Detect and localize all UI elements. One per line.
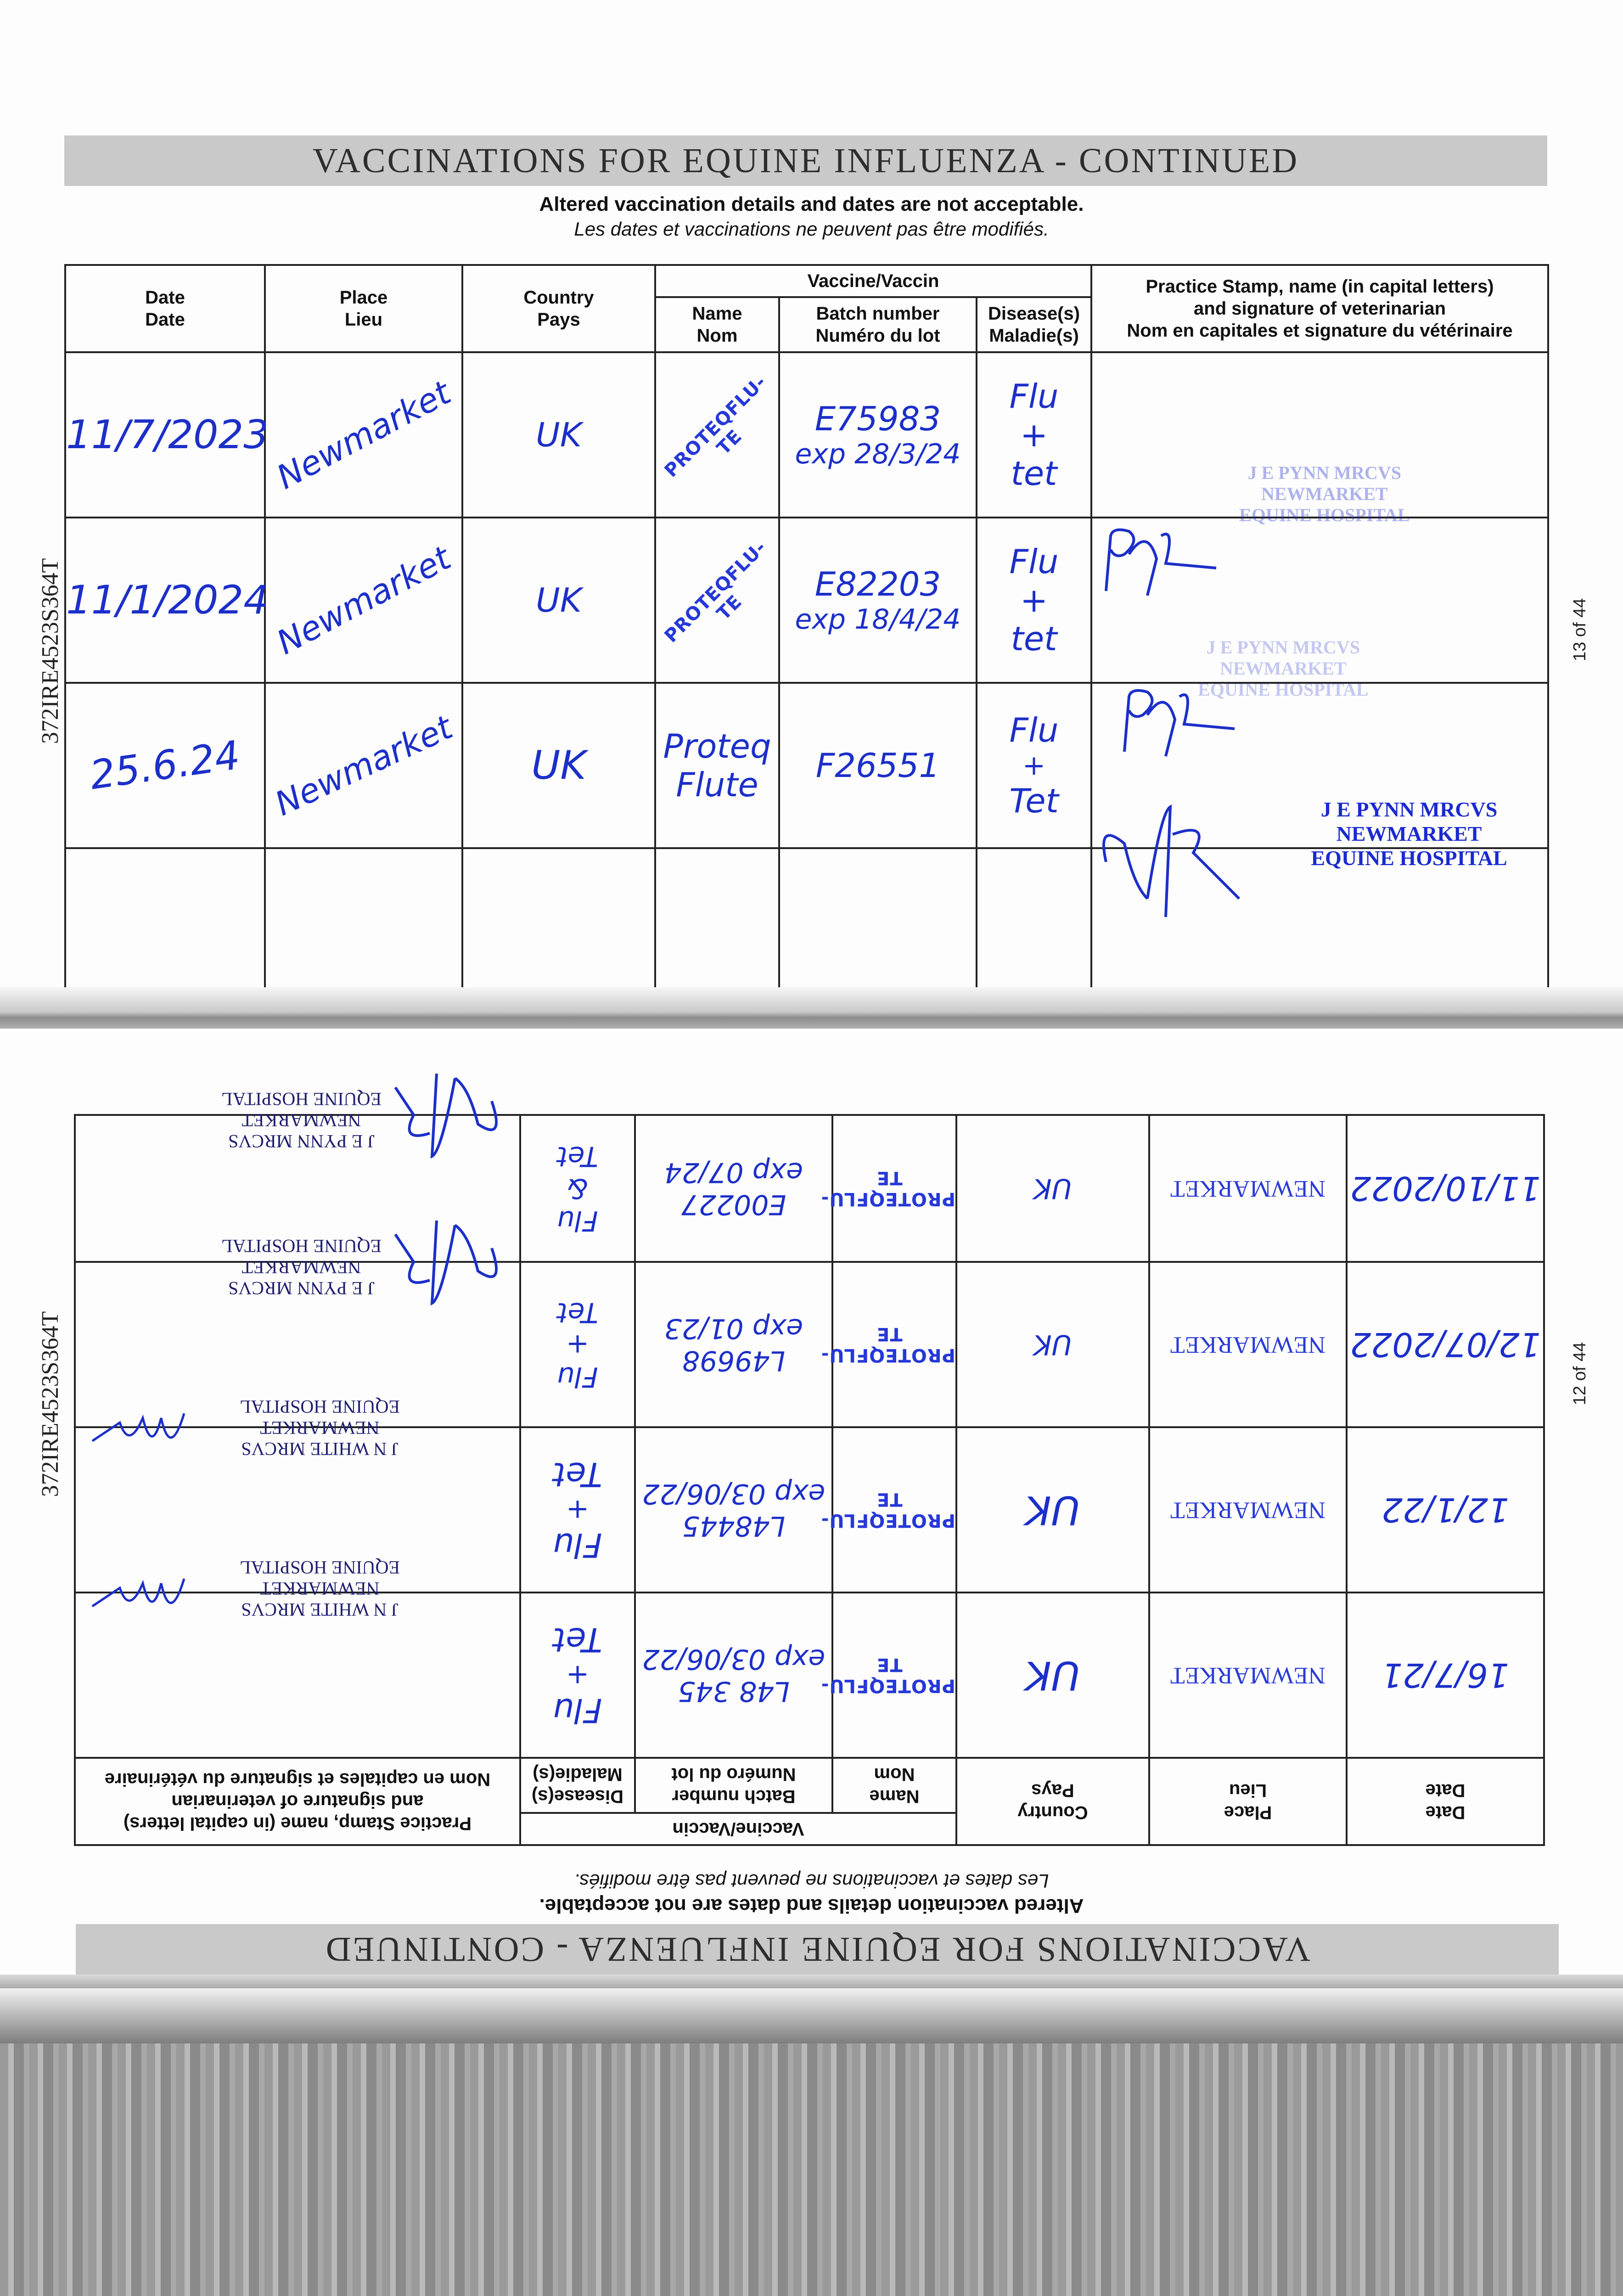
page-number: 12 of 44: [1570, 1342, 1589, 1405]
header-practice-stamp: Practice Stamp, name (in capital letters) and signature of veterinarian Nom en capitales et signature du vétérinaire: [75, 1758, 520, 1845]
table-row: [65, 518, 1548, 683]
vaccination-table: [74, 1089, 1545, 1846]
name-cell: [820, 1427, 956, 1593]
altered-notice-en: Altered vaccination details and dates are not acceptable.: [539, 193, 1084, 215]
name-cell: [820, 1593, 956, 1758]
table-row: [65, 352, 1548, 518]
vet-signature: [88, 1560, 189, 1634]
passport-id-side: 372IRE4523S364T: [37, 558, 63, 744]
header-place: Place Lieu: [265, 265, 462, 352]
altered-notice-en: Altered vaccination details and dates are not acceptable.: [539, 1895, 1084, 1917]
date-cell: 11/1/2024: [65, 518, 265, 683]
header-date: Date Date: [65, 265, 265, 352]
batch-cell: F26551: [779, 683, 977, 848]
header-country: Country Pays: [462, 265, 655, 352]
header-country: Country Pays: [956, 1758, 1149, 1845]
disease-cell: Flu & Tet: [520, 1115, 635, 1262]
header-batch: Batch number Numéro du lot: [635, 1758, 832, 1813]
vaccine-brand-stamp: PROTEQFLU-TE: [820, 1654, 955, 1696]
batch-cell: L48 345 exp 03/06/22: [635, 1593, 832, 1758]
name-cell: Proteq Flute: [655, 683, 779, 848]
header-place: Place Lieu: [1149, 1758, 1347, 1845]
disease-cell: Flu + Tet: [520, 1593, 635, 1758]
country-cell: UK: [956, 1262, 1149, 1427]
practice-stamp: J E PYNN MRCVS NEWMARKET EQUINE HOSPITAL: [221, 1236, 382, 1299]
vet-signature: [1092, 793, 1258, 922]
vaccine-brand-stamp: PROTEQFLU-TE: [820, 1167, 955, 1210]
vet-signature: [88, 1395, 189, 1469]
date-cell: 12/1/22: [1347, 1427, 1544, 1593]
place-cell: NEWMARKET: [1149, 1593, 1347, 1758]
batch-cell: L49698 exp 01/23: [635, 1262, 832, 1427]
vaccination-table: [64, 264, 1549, 1001]
scanner-background: [0, 1988, 1623, 2296]
practice-stamp: J N WHITE MRCVS NEWMARKET EQUINE HOSPITAL: [239, 1396, 400, 1459]
place-cell: NEWMARKET: [1149, 1427, 1347, 1593]
passport-page-12: [0, 1029, 1623, 1993]
country-cell: UK: [462, 683, 655, 848]
stamp-cell: [1091, 352, 1548, 525]
vaccine-brand-stamp: PROTEQFLU-TE: [660, 536, 771, 647]
country-cell: UK: [956, 1593, 1149, 1758]
vet-signature: [391, 1069, 510, 1170]
name-cell: [820, 1115, 956, 1262]
date-cell: 11/10/2022: [1347, 1115, 1544, 1262]
name-cell: [655, 518, 779, 683]
header-vaccine: Vaccine/Vaccin: [655, 265, 1091, 297]
practice-stamp: J E PYNN MRCVS NEWMARKET EQUINE HOSPITAL: [1311, 798, 1507, 870]
vaccine-brand-stamp: PROTEQFLU-TE: [660, 371, 771, 482]
altered-notice-fr: Les dates et vaccinations ne peuvent pas être modifiés.: [574, 1870, 1049, 1892]
practice-stamp: J N WHITE MRCVS NEWMARKET EQUINE HOSPITAL: [239, 1557, 400, 1620]
vet-signature: [391, 1216, 510, 1317]
disease-cell: Flu + Tet: [520, 1262, 635, 1427]
vet-signature: [1115, 669, 1262, 756]
country-cell: UK: [462, 352, 655, 518]
country-cell: UK: [956, 1427, 1149, 1593]
disease-cell: Flu + tet: [977, 352, 1091, 518]
header-batch: Batch number Numéro du lot: [779, 297, 977, 352]
header-name: Name Nom: [655, 297, 779, 352]
disease-cell: Flu + tet: [977, 518, 1091, 683]
disease-cell: Flu + Tet: [520, 1427, 635, 1593]
place-cell: Newmarket: [265, 518, 462, 683]
practice-stamp: J E PYNN MRCVS NEWMARKET EQUINE HOSPITAL: [1198, 637, 1369, 700]
batch-cell: E75983 exp 28/3/24: [779, 352, 977, 518]
practice-stamp: J E PYNN MRCVS NEWMARKET EQUINE HOSPITAL: [1239, 462, 1410, 525]
header-practice-stamp: Practice Stamp, name (in capital letters) and signature of veterinarian Nom en capitales et signature du vétérinaire: [1091, 265, 1548, 352]
place-cell: NEWMARKET: [1149, 1115, 1347, 1262]
stamp-cell: [75, 1557, 520, 1758]
vaccine-brand-stamp: PROTEQFLU-TE: [820, 1489, 955, 1531]
table-row: [65, 683, 1548, 848]
header-disease: Disease(s) Maladie(s): [977, 297, 1091, 352]
page-title: VACCINATIONS FOR EQUINE INFLUENZA - CONTINUED: [76, 1924, 1559, 1975]
name-cell: [655, 352, 779, 518]
date-cell: 12/07/2022: [1347, 1262, 1544, 1427]
country-cell: UK: [462, 518, 655, 683]
header-vaccine: Vaccine/Vaccin: [520, 1813, 956, 1845]
header-disease: Disease(s) Maladie(s): [520, 1758, 635, 1813]
batch-cell: E00227 exp 07/24: [635, 1115, 832, 1262]
page-title: VACCINATIONS FOR EQUINE INFLUENZA - CONTINUED: [64, 135, 1547, 186]
altered-notice-fr: Les dates et vaccinations ne peuvent pas être modifiés.: [574, 218, 1049, 240]
passport-id-side: 372IRE4523S364T: [37, 1311, 63, 1497]
date-cell: 11/7/2023: [65, 352, 265, 518]
table-row: [75, 1593, 1544, 1758]
practice-stamp: J E PYNN MRCVS NEWMARKET EQUINE HOSPITAL: [221, 1089, 382, 1152]
batch-cell: L48445 exp 03/06/22: [635, 1427, 832, 1593]
passport-page-13: [0, 0, 1623, 1001]
place-cell: Newmarket: [265, 352, 462, 518]
vaccine-brand-stamp: PROTEQFLU-TE: [820, 1323, 955, 1366]
batch-cell: E82203 exp 18/4/24: [779, 518, 977, 683]
place-cell: Newmarket: [265, 683, 462, 848]
country-cell: UK: [956, 1115, 1149, 1262]
table-row-empty: [65, 848, 1548, 1000]
vet-signature: [1097, 508, 1244, 596]
place-cell: NEWMARKET: [1149, 1262, 1347, 1427]
date-cell: 25.6.24: [65, 683, 265, 848]
date-cell: 16/7/21: [1347, 1593, 1544, 1758]
name-cell: [820, 1262, 956, 1427]
header-name: Name Nom: [832, 1758, 956, 1813]
header-date: Date Date: [1347, 1758, 1544, 1845]
disease-cell: Flu + Tet: [977, 683, 1091, 848]
page-number: 13 of 44: [1570, 598, 1589, 661]
